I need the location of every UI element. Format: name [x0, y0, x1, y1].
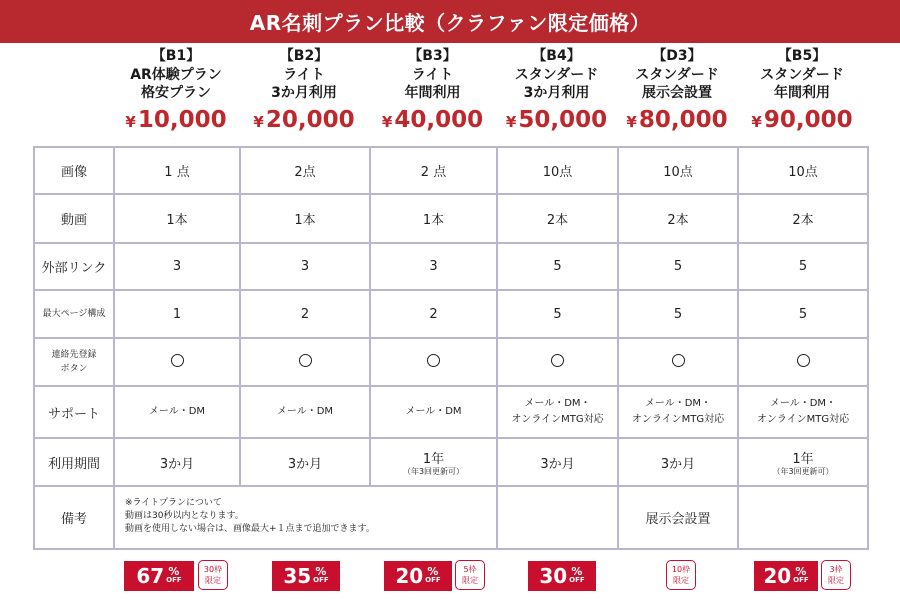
- note-line3: 動画を使用しない場合は、画像最大+１点まで追加できます。: [125, 524, 375, 534]
- percent-off: [569, 567, 585, 585]
- table-cell: 2点: [240, 147, 370, 194]
- period-value: 1年: [792, 451, 814, 467]
- plan-name-line1: スタンダード: [635, 67, 719, 83]
- table-row-contact: [34, 338, 868, 386]
- plan-name-line2: 展示会設置: [642, 85, 712, 101]
- table-cell: 3か月: [114, 438, 240, 486]
- price-value: 90,000: [763, 107, 853, 133]
- row-label: 動画: [34, 194, 114, 243]
- table-cell: メール・DM: [114, 386, 240, 438]
- discount-value: 20: [763, 564, 792, 588]
- table-cell: [497, 486, 618, 549]
- yen-sign: ¥: [626, 113, 637, 131]
- plan-price: [113, 106, 239, 136]
- table-cell: [114, 338, 240, 386]
- circle-mark-icon: [797, 354, 810, 367]
- plan-code: 【B4】: [532, 48, 581, 64]
- support-line1: メール・DM・: [644, 398, 712, 409]
- discount-value: 67: [136, 564, 165, 588]
- table-cell: 1本: [114, 194, 240, 243]
- table-cell: [497, 338, 618, 386]
- limit-badge-b3: [455, 560, 485, 590]
- price-value: 40,000: [394, 107, 484, 133]
- table-cell: 3: [370, 243, 497, 290]
- table-cell: 5: [618, 290, 738, 338]
- percent-off: [793, 567, 809, 585]
- percent-off: [425, 567, 441, 585]
- table-cell: 5: [738, 290, 868, 338]
- table-cell: 2: [240, 290, 370, 338]
- table-cell: [370, 438, 497, 486]
- circle-mark-icon: [171, 354, 184, 367]
- plan-code: 【B3】: [408, 48, 457, 64]
- support-line1: メール・DM・: [524, 398, 591, 409]
- table-cell: [370, 338, 497, 386]
- table-row-remarks: [34, 486, 868, 549]
- price-value: 80,000: [638, 107, 728, 133]
- support-line1: メール・DM・: [769, 398, 837, 409]
- row-label: 備考: [34, 486, 114, 549]
- table-row-period: [34, 438, 868, 486]
- table-cell: 5: [618, 243, 738, 290]
- table-cell: 3か月: [618, 438, 738, 486]
- remarks-note: [114, 486, 497, 549]
- table-cell: [738, 386, 868, 438]
- renew-note: （年3回更新可）: [772, 466, 834, 476]
- price-value: 10,000: [137, 107, 227, 133]
- limit-line1: 30枠: [203, 565, 223, 574]
- table-row-pages: [34, 290, 868, 338]
- discount-badges: [0, 558, 900, 594]
- table-cell: [618, 386, 738, 438]
- table-row-links: [34, 243, 868, 290]
- plan-header-b5: [737, 46, 867, 136]
- plan-price: [496, 106, 617, 136]
- plan-code: 【B1】: [151, 48, 201, 64]
- row-label: [34, 338, 114, 386]
- plan-price: [737, 106, 867, 136]
- limit-line2: 限定: [462, 576, 478, 585]
- discount-value: 30: [539, 564, 568, 588]
- table-cell: 3か月: [240, 438, 370, 486]
- plan-name-line2: 格安プラン: [141, 85, 211, 101]
- circle-mark-icon: [672, 354, 685, 367]
- comparison-table: [33, 146, 869, 550]
- table-cell: [738, 338, 868, 386]
- row-label-line1: 連絡先登録: [51, 350, 97, 360]
- table-cell: 2 点: [370, 147, 497, 194]
- table-cell: メール・DM: [370, 386, 497, 438]
- table-cell: 10点: [738, 147, 868, 194]
- percent-sign: %: [571, 565, 583, 578]
- plan-code: 【B2】: [279, 48, 329, 64]
- row-label-line2: ボタン: [60, 364, 88, 374]
- table-cell: 10点: [497, 147, 618, 194]
- table-row-images: [34, 147, 868, 194]
- table-cell: [738, 438, 868, 486]
- page-title: AR名刺プラン比較（クラファン限定価格）: [249, 11, 651, 35]
- yen-sign: ¥: [505, 113, 517, 131]
- title-banner: [0, 0, 900, 43]
- circle-mark-icon: [427, 354, 440, 367]
- table-cell: 2本: [738, 194, 868, 243]
- row-label: サポート: [34, 386, 114, 438]
- off-label: OFF: [425, 576, 441, 584]
- note-line1: ※ライトプランについて: [125, 498, 222, 508]
- circle-mark-icon: [299, 354, 312, 367]
- table-cell: 5: [738, 243, 868, 290]
- table-row-support: [34, 386, 868, 438]
- yen-sign: ¥: [125, 113, 136, 131]
- table-cell: 1本: [370, 194, 497, 243]
- table-cell: 3: [114, 243, 240, 290]
- plan-name-line2: 年間利用: [404, 85, 461, 101]
- circle-mark-icon: [551, 354, 564, 367]
- yen-sign: ¥: [381, 113, 393, 131]
- yen-sign: ¥: [253, 113, 264, 131]
- support-line2: オンラインMTG対応: [756, 414, 850, 425]
- discount-value: 20: [395, 564, 424, 588]
- plan-header-d3: [617, 46, 737, 136]
- plan-code: 【D3】: [652, 48, 702, 64]
- plan-header-b2: [239, 46, 369, 136]
- support-line2: オンラインMTG対応: [631, 414, 725, 425]
- row-label: 外部リンク: [34, 243, 114, 290]
- discount-badge-b5: [754, 561, 818, 591]
- limit-badge-b5: [821, 560, 851, 590]
- limit-line2: 限定: [673, 576, 689, 585]
- plan-name-line2: 3か月利用: [271, 85, 337, 101]
- plan-price: [617, 106, 737, 136]
- off-label: OFF: [569, 576, 585, 584]
- table-cell: 3: [240, 243, 370, 290]
- plan-header-b3: [369, 46, 496, 136]
- off-label: OFF: [313, 576, 329, 584]
- price-value: 20,000: [265, 107, 355, 133]
- percent-sign: %: [427, 565, 439, 578]
- table-cell: [497, 386, 618, 438]
- limit-badge-d3: [666, 560, 696, 590]
- plan-code: 【B5】: [777, 48, 827, 64]
- table-cell: 展示会設置: [618, 486, 738, 549]
- off-label: OFF: [166, 576, 182, 584]
- plan-name-line1: AR体験プラン: [130, 67, 222, 83]
- plan-name-line1: ライト: [411, 67, 454, 83]
- limit-line2: 限定: [205, 576, 221, 585]
- table-cell: 1: [114, 290, 240, 338]
- support-line2: オンラインMTG対応: [511, 414, 604, 425]
- limit-line2: 限定: [828, 576, 844, 585]
- table-cell: 10点: [618, 147, 738, 194]
- percent-off: [166, 567, 182, 585]
- row-label: 画像: [34, 147, 114, 194]
- discount-badge-b2: [272, 561, 340, 591]
- plan-name-line1: スタンダード: [514, 67, 599, 83]
- table-cell: メール・DM: [240, 386, 370, 438]
- discount-badge-b3: [384, 561, 452, 591]
- table-cell: 2本: [618, 194, 738, 243]
- renew-note: （年3回更新可）: [402, 466, 465, 476]
- off-label: OFF: [793, 576, 809, 584]
- plan-name-line1: スタンダード: [760, 67, 844, 83]
- table-cell: [618, 338, 738, 386]
- discount-badge-b4: [528, 561, 596, 591]
- percent-sign: %: [315, 565, 327, 578]
- table-cell: [738, 486, 868, 549]
- row-label: 最大ページ構成: [34, 290, 114, 338]
- limit-line1: 3枠: [829, 565, 843, 574]
- table-cell: 2本: [497, 194, 618, 243]
- table-cell: 1本: [240, 194, 370, 243]
- table-cell: 5: [497, 243, 618, 290]
- percent-off: [313, 567, 329, 585]
- plan-name-line2: 年間利用: [774, 85, 830, 101]
- limit-line1: 5枠: [463, 565, 477, 574]
- period-value: 1年: [422, 451, 445, 467]
- table-cell: [240, 338, 370, 386]
- limit-line1: 10枠: [671, 565, 691, 574]
- percent-sign: %: [795, 565, 807, 578]
- row-label: 利用期間: [34, 438, 114, 486]
- plan-header-b1: [113, 46, 239, 136]
- yen-sign: ¥: [751, 113, 762, 131]
- plan-name-line1: ライト: [283, 67, 325, 83]
- plan-header-b4: [496, 46, 617, 136]
- discount-value: 35: [283, 564, 312, 588]
- percent-sign: %: [168, 565, 180, 578]
- plan-price: [369, 106, 496, 136]
- plan-name-line2: 3か月利用: [523, 85, 590, 101]
- price-value: 50,000: [518, 107, 608, 133]
- table-cell: 2: [370, 290, 497, 338]
- table-row-videos: [34, 194, 868, 243]
- table-cell: 1 点: [114, 147, 240, 194]
- limit-badge-b1: [198, 560, 228, 590]
- discount-badge-b1: [124, 561, 194, 591]
- plan-price: [239, 106, 369, 136]
- table-cell: 3か月: [497, 438, 618, 486]
- note-line2: 動画は30秒以内となります。: [125, 511, 244, 521]
- table-cell: 5: [497, 290, 618, 338]
